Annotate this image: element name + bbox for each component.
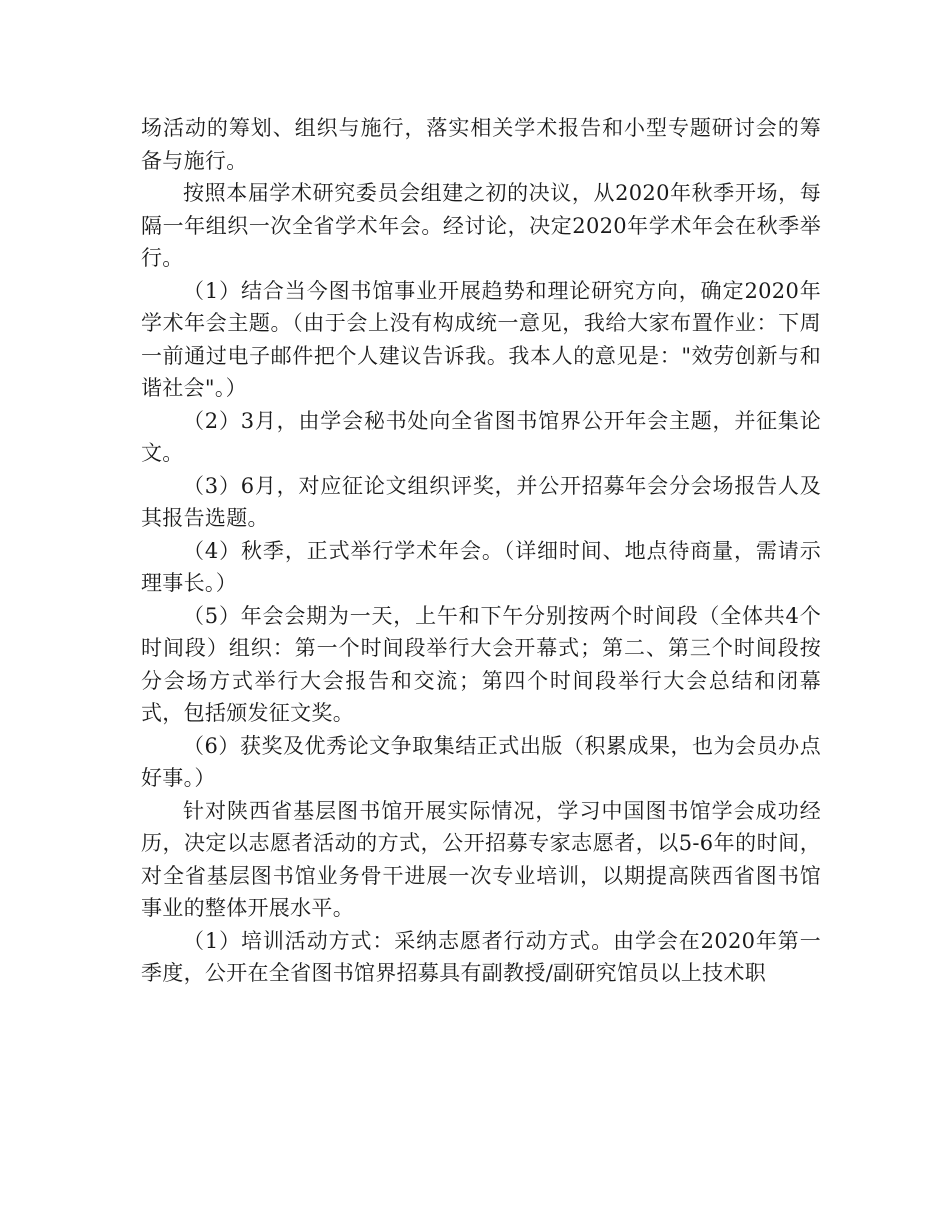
paragraph-3: （1）结合当今图书馆事业开展趋势和理论研究方向，确定2020年学术年会主题。（由于会上没有构成统一意见，我给大家布置作业：下周一前通过电子邮件把个人建议告诉我。我本人的意见是："效劳创新与和谐社会"。） xyxy=(141,278,821,400)
paragraph-10: （1）培训活动方式：采纳志愿者行动方式。由学会在2020年第一季度，公开在全省图书馆界招募具有副教授/副研究馆员以上技术职 xyxy=(141,928,821,985)
paragraph-7: （5）年会会期为一天，上午和下午分别按两个时间段（全体共4个时间段）组织：第一个时间段举行大会开幕式；第二、第三个时间段按分会场方式举行大会报告和交流；第四个时间段举行大会总结和闭幕式，包括颁发征文奖。 xyxy=(141,603,821,725)
document-body xyxy=(141,112,821,990)
paragraph-5: （3）6月，对应征论文组织评奖，并公开招募年会分会场报告人及其报告选题。 xyxy=(141,473,821,530)
paragraph-1: 场活动的筹划、组织与施行，落实相关学术报告和小型专题研讨会的筹备与施行。 xyxy=(141,116,821,173)
paragraph-4: （2）3月，由学会秘书处向全省图书馆界公开年会主题，并征集论文。 xyxy=(141,408,821,465)
paragraph-9: 针对陕西省基层图书馆开展实际情况，学习中国图书馆学会成功经历，决定以志愿者活动的方式，公开招募专家志愿者，以5-6年的时间，对全省基层图书馆业务骨干进展一次专业培训，以期提高陕西省图书馆事业的整体开展水平。 xyxy=(141,798,821,920)
paragraph-8: （6）获奖及优秀论文争取集结正式出版（积累成果，也为会员办点好事。） xyxy=(141,733,821,790)
paragraph-2: 按照本届学术研究委员会组建之初的决议，从2020年秋季开场，每隔一年组织一次全省学术年会。经讨论，决定2020年学术年会在秋季举行。 xyxy=(141,181,821,270)
paragraph-6: （4）秋季，正式举行学术年会。（详细时间、地点待商量，需请示理事长。） xyxy=(141,538,821,595)
